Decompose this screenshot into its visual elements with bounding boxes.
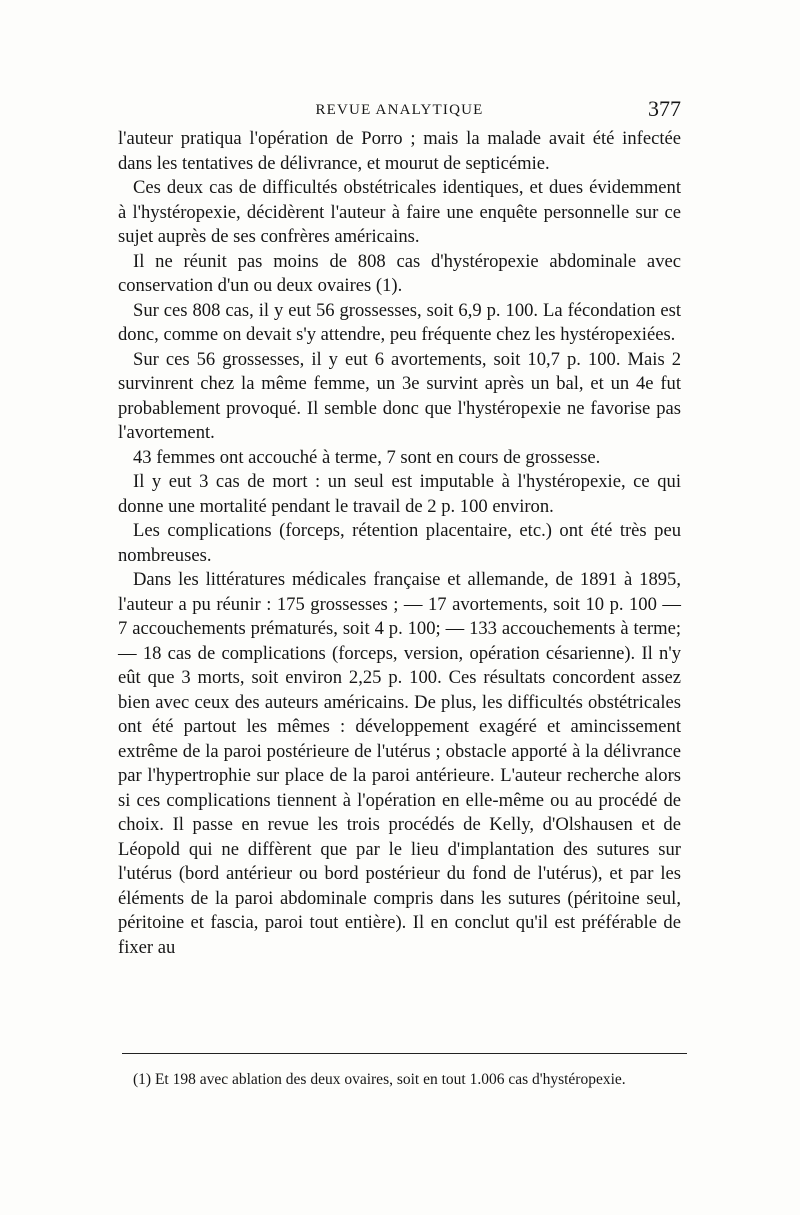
footnote-text: Et 198 avec ablation des deux ovaires, soit en tout 1.006 cas d'hystéropexie. (154, 1071, 626, 1088)
paragraph: Il ne réunit pas moins de 808 cas d'hystéropexie abdominale avec conservation d'un ou deux ovaires (1). (118, 250, 681, 296)
paragraph-continuation: l'auteur pratiqua l'opération de Porro ; mais la malade avait été infectée dans les tentatives de délivrance, et mourut de septicémie. (118, 128, 681, 174)
footnote (118, 1069, 686, 1091)
paragraph: Dans les littératures médicales française et allemande, de 1891 à 1895, l'auteur a pu réunir : 175 grossesses ; — 17 avortements, soit 10 p. 100 — 7 accouchements prématurés, soit 4 p. 100; — 133 accouchements à terme; — 18 cas de complications (forceps, version, opération césarienne). Il n'y eût que 3 morts, soit environ 2,25 p. 100. Ces résultats concordent assez bien avec ceux des auteurs américains. De plus, les difficultés obstétricales ont été partout les mêmes : développement exagéré et amincissement extrême de la paroi postérieure de l'utérus ; obstacle apporté à la délivrance par l'hypertrophie sur place de la paroi antérieure. L'auteur recherche alors si ces complications tiennent à l'opération en elle-même ou au procédé de choix. Il passe en revue les trois procédés de Kelly, d'Olshausen et de Léopold qui ne diffèrent que par le lieu d'implantation des sutures sur l'utérus (bord antérieur ou bord postérieur du fond de l'utérus), et par les éléments de la paroi abdominale compris dans les sutures (péritoine seul, péritoine et fascia, paroi tout entière). Il en conclut qu'il est préférable de fixer au (118, 569, 681, 958)
paragraph: Sur ces 56 grossesses, il y eut 6 avortements, soit 10,7 p. 100. Mais 2 survinrent chez la même femme, un 3e survint après un bal, et un 4e fut probablement provoqué. Il semble donc que l'hystéropexie ne favorise pas l'avortement. (118, 348, 681, 443)
page-header (118, 96, 681, 126)
page-number: 377 (648, 96, 681, 121)
paragraph: Les complications (forceps, rétention placentaire, etc.) ont été très peu nombreuses. (118, 520, 681, 566)
footnote-marker: (1) (133, 1071, 152, 1088)
paragraph: Il y eut 3 cas de mort : un seul est imputable à l'hystéropexie, ce qui donne une mortalité pendant le travail de 2 p. 100 environ. (118, 471, 681, 517)
paragraph: Sur ces 808 cas, il y eut 56 grossesses, soit 6,9 p. 100. La fécondation est donc, comme on devait s'y attendre, peu fréquente chez les hystéropexiées. (118, 299, 681, 345)
running-head: REVUE ANALYTIQUE (315, 102, 484, 118)
paragraph: 43 femmes ont accouché à terme, 7 sont en cours de grossesse. (133, 446, 601, 468)
paragraph: Ces deux cas de difficultés obstétricales identiques, et dues évidemment à l'hystéropexie, décidèrent l'auteur à faire une enquête personnelle sur ce sujet auprès de ses confrères américains. (118, 177, 681, 247)
footnote-divider (122, 1053, 687, 1054)
body-text (118, 127, 681, 960)
